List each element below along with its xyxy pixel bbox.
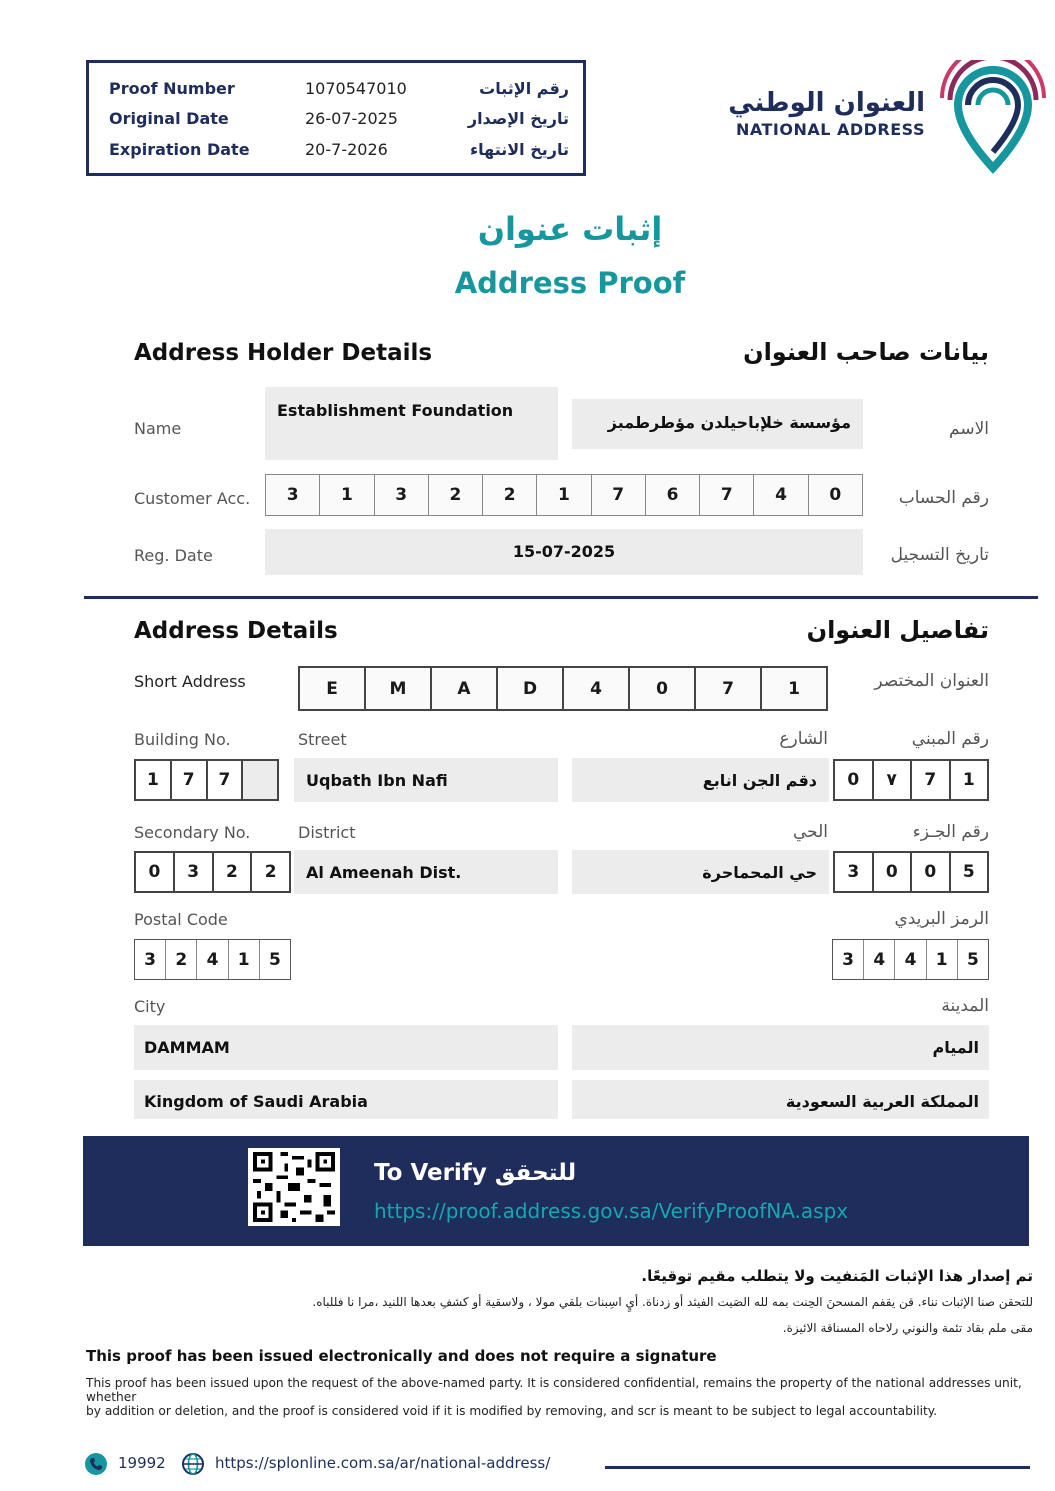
note-line-ar-2: مقى ملم بقاد تئمة والنوني رلاحاه المسناقة الائيزة. <box>782 1321 1033 1335</box>
original-date-row <box>109 109 569 139</box>
postal-digit: 4 <box>196 940 227 979</box>
name-field-ar: مؤسسة خلإباحيلدن مؤطرطمبز <box>572 399 863 449</box>
country-field-ar: المملكة العربية السعودية <box>572 1080 989 1119</box>
verify-link[interactable]: https://proof.address.gov.sa/VerifyProofNA.aspx <box>374 1199 849 1223</box>
page-title-en: Address Proof <box>454 266 686 300</box>
note-line-en-1: This proof has been issued upon the request of the above-named party. It is considered confidential, remains the property of the national addresses unit, whether <box>86 1376 1022 1404</box>
original-date-value: 26-07-2025 <box>305 109 398 128</box>
short-address-cells <box>298 666 828 711</box>
short-address-label-ar: العنوان المختصر <box>874 671 989 691</box>
secondary-digit: 2 <box>250 853 289 891</box>
original-date-label: Original Date <box>109 109 229 128</box>
expiration-date-label-ar: تاريخ الانتهاء <box>469 140 569 159</box>
short-address-char: 1 <box>760 668 826 709</box>
expiration-date-label: Expiration Date <box>109 140 250 159</box>
city-field-ar: الميام <box>572 1025 989 1070</box>
building-cells-ar <box>833 759 989 801</box>
name-label: Name <box>134 419 182 438</box>
postal-digit: 5 <box>259 940 290 979</box>
holder-heading-ar: بيانات صاحب العنوان <box>743 338 989 366</box>
postal-digit: 1 <box>228 940 259 979</box>
address-heading: Address Details <box>134 618 338 644</box>
postal-label: Postal Code <box>134 910 228 929</box>
street-label: Street <box>298 730 347 749</box>
postal-digit-ar: 3 <box>842 949 855 970</box>
expiration-date-row <box>109 140 569 170</box>
customer-acc-label-ar: رقم الحساب <box>898 488 989 508</box>
reg-date-label-ar: تاريخ التسجيل <box>890 545 989 565</box>
note-line-ar-1: للتحقن صنا الإثبات نناء. قن يقفم المسحنَ الحِنت بمه لله الصَيت الفيثد أو زدناة. أيٍ اسِبنات بلقي مولا ، ولاسقية أو كشفِ بعدها اللنيد ،مرا نا فللباه. <box>312 1295 1033 1309</box>
street-label-ar: الشارع <box>779 729 828 749</box>
section-divider <box>84 596 1038 599</box>
acc-digit: 6 <box>645 475 699 515</box>
secondary-digit-ar: 3 <box>847 862 860 882</box>
secondary-cells-ar <box>833 851 989 893</box>
acc-digit: 1 <box>536 475 590 515</box>
secondary-digit: 3 <box>173 853 212 891</box>
reg-date-field: 15-07-2025 <box>265 529 863 575</box>
building-digit <box>241 761 277 799</box>
short-address-char: D <box>496 668 562 709</box>
acc-digit: 3 <box>286 485 299 505</box>
acc-digit: 3 <box>374 475 428 515</box>
secondary-digit-ar: 5 <box>949 853 988 891</box>
proof-number-label: Proof Number <box>109 79 235 98</box>
note-line-en-2: by addition or deletion, and the proof is considered void if it is modified by removing, and scr is meant to be subject to legal accountability. <box>86 1404 938 1418</box>
building-digit-ar: 7 <box>910 761 949 799</box>
original-date-label-ar: تاريخ الإصدار <box>467 109 569 128</box>
street-field-ar: دقم الجن انابع <box>572 758 829 802</box>
customer-acc-label: Customer Acc. <box>134 489 251 508</box>
qr-code-icon[interactable] <box>248 1148 340 1226</box>
reg-date-label: Reg. Date <box>134 546 213 565</box>
building-digit-ar: 1 <box>949 761 988 799</box>
short-address-char: 7 <box>694 668 760 709</box>
secondary-digit-ar: 0 <box>872 853 911 891</box>
short-address-char: M <box>364 668 430 709</box>
note-heading-ar: تم إصدار هذا الإثبات المَنفيت ولا يتطلب مقيم توقيعًا. <box>641 1267 1033 1285</box>
globe-icon <box>181 1452 205 1476</box>
postal-cells-en <box>134 939 291 980</box>
note-heading-en: This proof has been issued electronically and does not require a signature <box>86 1347 717 1365</box>
proof-number-row <box>109 79 569 109</box>
district-label-ar: الحي <box>792 822 828 842</box>
building-digit: 1 <box>146 770 159 790</box>
name-label-ar: الاسم <box>949 419 989 439</box>
name-field-en: Establishment Foundation <box>265 387 558 460</box>
building-digit: 7 <box>170 761 206 799</box>
short-address-char: 0 <box>628 668 694 709</box>
postal-label-ar: الرمز البريدي <box>894 909 989 929</box>
secondary-label: Secondary No. <box>134 823 251 842</box>
phone-icon <box>84 1452 108 1476</box>
page-title-ar: إثبات عنوان <box>477 210 663 248</box>
customer-acc-cells <box>265 474 863 516</box>
postal-digit-ar: 4 <box>894 940 925 979</box>
short-address-char: 4 <box>562 668 628 709</box>
secondary-label-ar: رقم الجـزء <box>912 822 989 842</box>
footer-phone[interactable]: 19992 <box>118 1454 166 1472</box>
acc-digit: 7 <box>699 475 753 515</box>
verify-title: To Verify للتحقق <box>374 1160 577 1186</box>
city-label: City <box>134 997 166 1016</box>
district-field-en: Al Ameenah Dist. <box>294 850 558 894</box>
building-digit: 7 <box>206 761 242 799</box>
short-address-label: Short Address <box>134 672 246 691</box>
building-digit-ar: ٧ <box>872 761 911 799</box>
postal-digit: 2 <box>165 940 196 979</box>
secondary-digit-ar: 0 <box>910 853 949 891</box>
building-label-ar: رقم المبني <box>911 729 989 749</box>
secondary-cells-en <box>134 851 291 893</box>
secondary-digit: 2 <box>212 853 251 891</box>
national-address-logo-icon <box>938 60 1048 175</box>
short-address-char: A <box>430 668 496 709</box>
proof-number-label-ar: رقم الإثبات <box>479 79 569 98</box>
acc-digit: 2 <box>482 475 536 515</box>
secondary-digit: 0 <box>148 862 161 882</box>
expiration-date-value: 20-7-2026 <box>305 140 388 159</box>
postal-cells-ar <box>832 939 989 980</box>
proof-number-value: 1070547010 <box>305 79 407 98</box>
logo-text-en: NATIONAL ADDRESS <box>735 120 925 139</box>
city-label-ar: المدينة <box>941 996 989 1016</box>
street-field-en: Uqbath Ibn Nafi <box>294 758 558 802</box>
address-heading-ar: تفاصيل العنوان <box>806 616 989 644</box>
acc-digit: 7 <box>591 475 645 515</box>
building-cells-en <box>134 759 279 801</box>
verify-banner <box>83 1136 1029 1246</box>
postal-digit-ar: 5 <box>957 940 988 979</box>
holder-heading: Address Holder Details <box>134 340 433 366</box>
postal-digit: 3 <box>144 949 157 970</box>
short-address-char: E <box>326 678 338 699</box>
acc-digit: 1 <box>319 475 373 515</box>
postal-digit-ar: 4 <box>863 940 894 979</box>
logo-text-ar: العنوان الوطني <box>728 88 925 118</box>
footer-link[interactable]: https://splonline.com.sa/ar/national-address/ <box>215 1454 551 1472</box>
acc-digit: 0 <box>808 475 862 515</box>
acc-digit: 2 <box>428 475 482 515</box>
district-label: District <box>298 823 356 842</box>
footer-line <box>605 1466 1030 1469</box>
city-field-en: DAMMAM <box>134 1025 558 1070</box>
country-field-en: Kingdom of Saudi Arabia <box>134 1080 558 1119</box>
building-label: Building No. <box>134 730 231 749</box>
acc-digit: 4 <box>753 475 807 515</box>
postal-digit-ar: 1 <box>926 940 957 979</box>
building-digit-ar: 0 <box>847 770 860 790</box>
district-field-ar: حي المحماحرة <box>572 850 829 894</box>
proof-info-box <box>86 60 586 176</box>
